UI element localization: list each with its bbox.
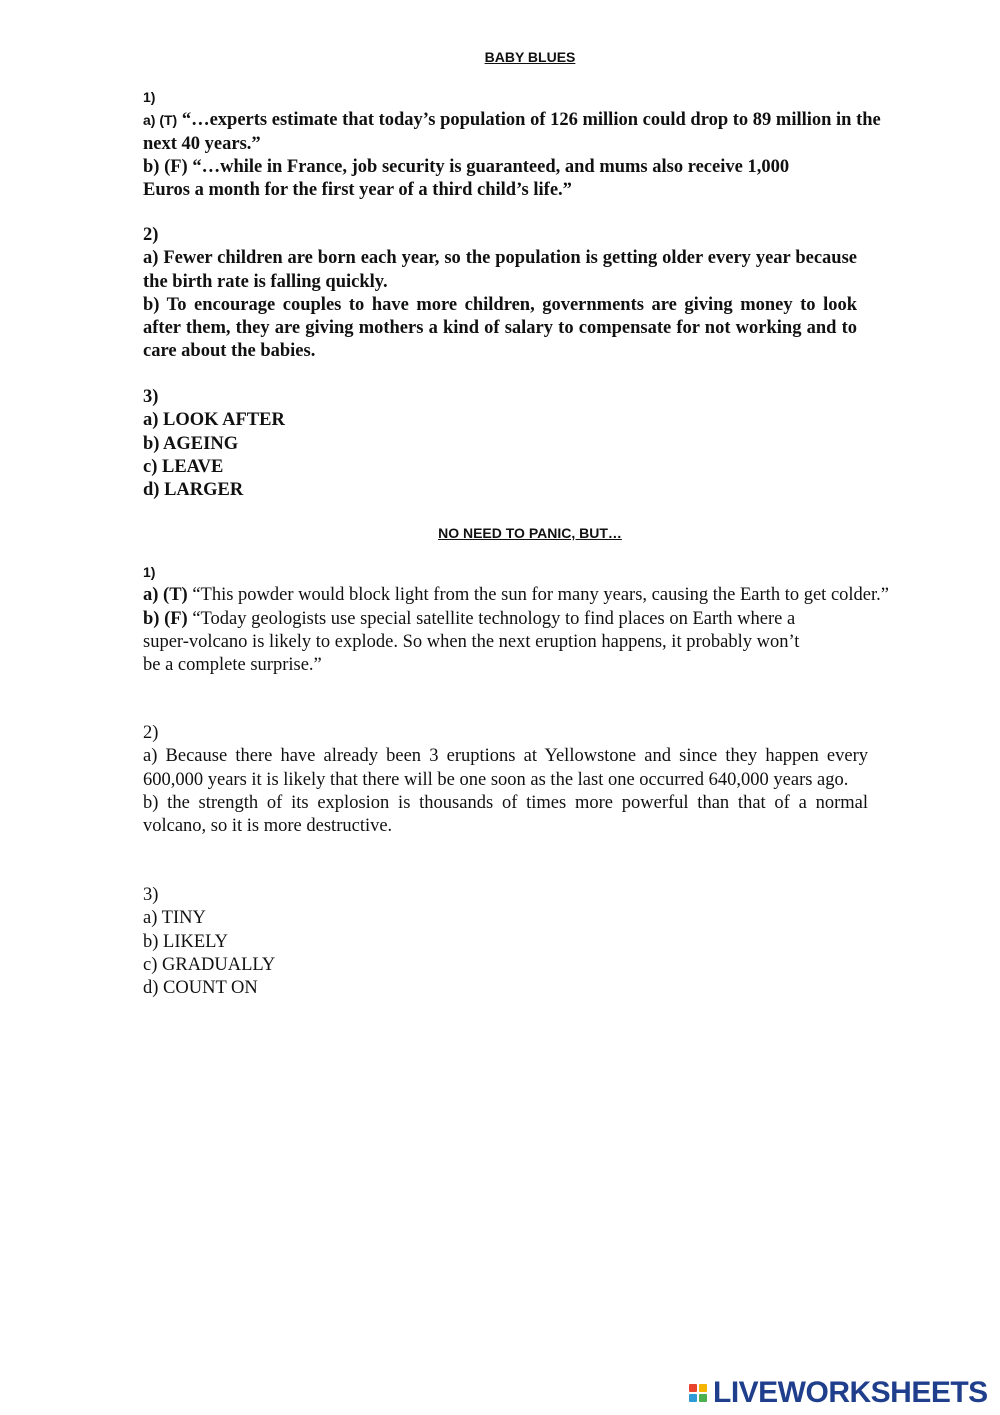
section1-q1 [143, 86, 917, 202]
s2-q1-a-label: a) (T) [143, 585, 188, 606]
s2-q3-item-b: b) LIKELY [143, 931, 228, 952]
logo-mark-icon [689, 1384, 707, 1402]
q3-item-a: a) LOOK AFTER [143, 410, 285, 431]
q1-b-text-line2: Euros a month for the first year of a third child’s life.” [143, 180, 572, 201]
q3-number: 3) [143, 387, 159, 407]
liveworksheets-logo[interactable] [689, 1376, 988, 1410]
section2-q1 [143, 561, 917, 677]
s2-q3-item-c: c) GRADUALLY [143, 954, 276, 975]
s2-q3-number: 3) [143, 885, 159, 905]
q1-b-text-line1: “…while in France, job security is guaranteed, and mums also receive 1,000 [192, 156, 790, 177]
q1-answer-a [143, 109, 917, 156]
s2-q3-item-d: d) COUNT ON [143, 978, 258, 999]
s2-q1-b-text-line2: super-volcano is likely to explode. So when the next eruption happens, it probably won’t [143, 631, 800, 652]
s2-q2-number: 2) [143, 723, 159, 743]
s2-q2-answer-b: b) the strength of its explosion is thousands of times more powerful than that of a normal volcano, so it is more destructive. [143, 792, 868, 837]
q1-a-label: a) (T) [143, 112, 178, 129]
q3-item-b: b) AGEING [143, 433, 239, 454]
logo-square-green [699, 1394, 707, 1402]
q1-b-label: b) (F) [143, 156, 188, 177]
logo-square-yellow [699, 1384, 707, 1392]
logo-text: LIVEWORKSHEETS [713, 1376, 988, 1409]
q2-number: 2) [143, 225, 159, 245]
s2-q2-answer-a: a) Because there have already been 3 eruptions at Yellowstone and since they happen every 600,000 years it is likely that there will be one soon as the last one occurred 640,000 years ago. [143, 746, 868, 790]
s2-q1-b-text-line3: be a complete surprise.” [143, 655, 322, 676]
section2-q2 [143, 722, 868, 838]
s2-q1-answer-b [143, 608, 917, 631]
q3-item-d: d) LARGER [143, 480, 244, 501]
section-title-baby-blues: BABY BLUES [484, 49, 576, 65]
q2-answer-b: b) To encourage couples to have more children, governments are giving money to look after them, they are giving mothers a kind of salary to compensate for not working and to care about the babies. [143, 294, 857, 362]
q1-answer-b [143, 156, 917, 179]
section1-q3 [143, 386, 917, 502]
q1-a-text: “…experts estimate that today’s population of 126 million could drop to 89 million in the next 40 years.” [143, 110, 881, 154]
s2-q3-item-a: a) TINY [143, 908, 206, 929]
logo-square-blue [689, 1394, 697, 1402]
q1-number: 1) [143, 89, 156, 105]
section2-q3 [143, 884, 917, 1000]
q3-item-c: c) LEAVE [143, 456, 224, 477]
s2-q1-number: 1) [143, 564, 156, 580]
s2-q1-answer-a [143, 584, 917, 607]
s2-q1-b-label: b) (F) [143, 608, 188, 629]
s2-q1-b-text-line1: “Today geologists use special satellite technology to find places on Earth where a [192, 608, 796, 629]
s2-q1-a-text: “This powder would block light from the sun for many years, causing the Earth to get colder.” [192, 585, 889, 606]
section-title-no-need-to-panic: NO NEED TO PANIC, BUT… [438, 525, 622, 541]
section1-q2 [143, 224, 857, 364]
q2-answer-a: a) Fewer children are born each year, so the population is getting older every year because the birth rate is falling quickly. [143, 248, 857, 292]
logo-square-red [689, 1384, 697, 1392]
